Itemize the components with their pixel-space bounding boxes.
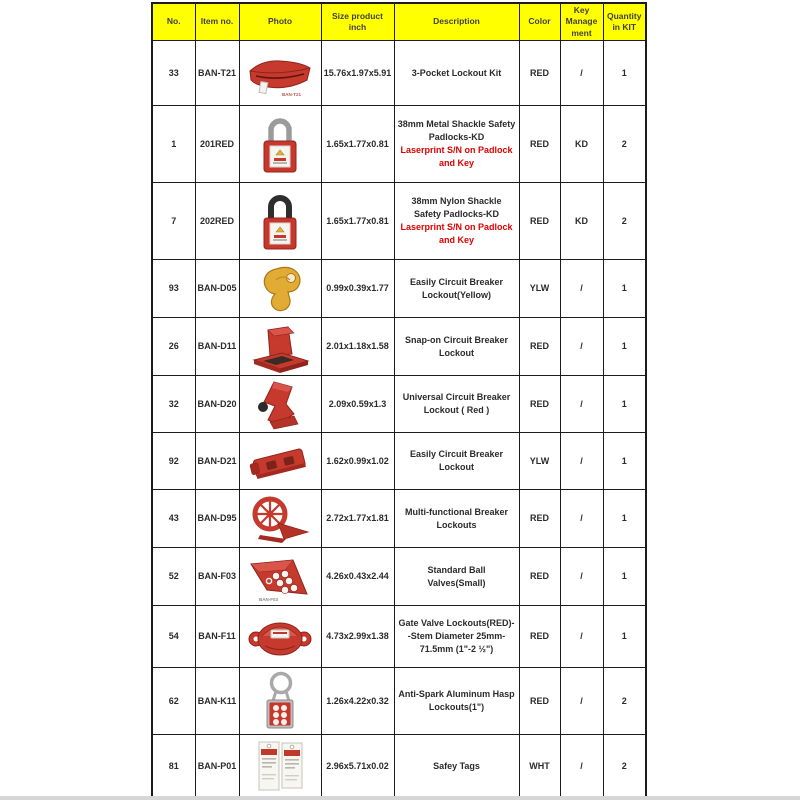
description-text: Snap-on Circuit Breaker Lockout xyxy=(404,334,509,358)
cell-description xyxy=(394,183,519,260)
page-bottom-edge xyxy=(0,796,800,800)
description-text: Anti-Spark Aluminum Hasp Lockouts(1") xyxy=(398,689,515,713)
cell-photo xyxy=(239,260,321,318)
cell-size: 2.01x1.18x1.58 xyxy=(321,318,394,376)
cell-size: 2.96x5.71x0.02 xyxy=(321,735,394,799)
table-row xyxy=(152,376,646,433)
cell-item-no: BAN-P01 xyxy=(195,735,239,799)
red-easily-breaker-lockout-icon xyxy=(246,436,314,486)
cell-qty: 1 xyxy=(603,433,646,490)
cell-color: YLW xyxy=(519,260,560,318)
header-item-no: Item no. xyxy=(195,3,239,41)
description-text: Universal Circuit Breaker Lockout ( Red ) xyxy=(402,392,511,416)
cell-color: RED xyxy=(519,668,560,735)
red-universal-breaker-lockout-icon xyxy=(248,378,312,430)
cell-color: RED xyxy=(519,376,560,433)
red-snap-on-breaker-lockout-icon xyxy=(246,320,314,374)
cell-key: / xyxy=(560,433,603,490)
header-key-management: Key Management xyxy=(560,3,603,41)
cell-photo xyxy=(239,183,321,260)
cell-no: 26 xyxy=(152,318,195,376)
cell-no: 32 xyxy=(152,376,195,433)
cell-photo xyxy=(239,41,321,106)
cell-no: 1 xyxy=(152,106,195,183)
red-padlock-metal-shackle-icon xyxy=(254,111,306,177)
cell-photo xyxy=(239,376,321,433)
cell-qty: 1 xyxy=(603,318,646,376)
table-row xyxy=(152,106,646,183)
cell-size: 1.65x1.77x0.81 xyxy=(321,183,394,260)
cell-no: 7 xyxy=(152,183,195,260)
table-header xyxy=(152,3,646,41)
description-text: 38mm Metal Shackle Safety Padlocks-KD xyxy=(397,119,516,143)
description-text: Easily Circuit Breaker Lockout xyxy=(409,449,504,473)
cell-item-no: BAN-T21 xyxy=(195,41,239,106)
description-text: 3-Pocket Lockout Kit xyxy=(411,67,502,78)
cell-color: RED xyxy=(519,318,560,376)
cell-no: 93 xyxy=(152,260,195,318)
cell-item-no: BAN-F03 xyxy=(195,548,239,606)
aluminum-hasp-lockout-icon xyxy=(253,670,307,732)
header-size: Size product inch xyxy=(321,3,394,41)
description-text: 38mm Nylon Shackle Safety Padlocks-KD xyxy=(411,196,502,220)
cell-description xyxy=(394,548,519,606)
table-row xyxy=(152,548,646,606)
cell-item-no: BAN-F11 xyxy=(195,606,239,668)
description-text: Safey Tags xyxy=(433,761,480,772)
cell-photo xyxy=(239,318,321,376)
cell-key: / xyxy=(560,668,603,735)
cell-description xyxy=(394,106,519,183)
cell-description xyxy=(394,668,519,735)
cell-key: / xyxy=(560,548,603,606)
cell-size: 4.73x2.99x1.38 xyxy=(321,606,394,668)
header-quantity: Quantity in KIT xyxy=(603,3,646,41)
yellow-hook-breaker-lockout-icon xyxy=(250,264,310,314)
red-ball-valve-lockout-icon xyxy=(245,550,315,604)
header-row xyxy=(152,3,646,41)
cell-qty: 2 xyxy=(603,668,646,735)
cell-item-no: BAN-D11 xyxy=(195,318,239,376)
cell-key: / xyxy=(560,490,603,548)
table-row xyxy=(152,735,646,799)
cell-size: 15.76x1.97x5.91 xyxy=(321,41,394,106)
table-row xyxy=(152,606,646,668)
table-row xyxy=(152,41,646,106)
cell-description xyxy=(394,260,519,318)
red-pouch-lockout-kit-icon xyxy=(244,45,316,101)
header-description: Description xyxy=(394,3,519,41)
cell-size: 2.09x0.59x1.3 xyxy=(321,376,394,433)
cell-no: 81 xyxy=(152,735,195,799)
cell-qty: 2 xyxy=(603,735,646,799)
cell-qty: 1 xyxy=(603,260,646,318)
svg-text:BAN-F03: BAN-F03 xyxy=(259,596,279,602)
cell-description xyxy=(394,433,519,490)
cell-photo xyxy=(239,668,321,735)
red-padlock-nylon-shackle-icon xyxy=(254,188,306,254)
cell-no: 54 xyxy=(152,606,195,668)
header-no: No. xyxy=(152,3,195,41)
cell-photo xyxy=(239,106,321,183)
cell-photo xyxy=(239,490,321,548)
table-row xyxy=(152,668,646,735)
description-red-note: Laserprint S/N on Padlock and Key xyxy=(400,222,513,246)
cell-description xyxy=(394,41,519,106)
cell-item-no: 202RED xyxy=(195,183,239,260)
cell-photo xyxy=(239,548,321,606)
cell-qty: 2 xyxy=(603,106,646,183)
table-row xyxy=(152,433,646,490)
cell-key: KD xyxy=(560,183,603,260)
cell-color: RED xyxy=(519,41,560,106)
cell-description xyxy=(394,318,519,376)
cell-no: 43 xyxy=(152,490,195,548)
cell-item-no: BAN-D95 xyxy=(195,490,239,548)
cell-no: 52 xyxy=(152,548,195,606)
table-row xyxy=(152,260,646,318)
cell-color: WHT xyxy=(519,735,560,799)
cell-key: / xyxy=(560,41,603,106)
cell-qty: 1 xyxy=(603,606,646,668)
cell-qty: 2 xyxy=(603,183,646,260)
cell-color: RED xyxy=(519,548,560,606)
cell-size: 2.72x1.77x1.81 xyxy=(321,490,394,548)
table-row xyxy=(152,183,646,260)
description-text: Easily Circuit Breaker Lockout(Yellow) xyxy=(409,276,504,300)
cell-qty: 1 xyxy=(603,41,646,106)
header-photo: Photo xyxy=(239,3,321,41)
description-text: Gate Valve Lockouts(RED)--Stem Diameter 25mm-71.5mm (1"-2 ½") xyxy=(398,618,515,655)
cell-color: RED xyxy=(519,490,560,548)
cell-color: RED xyxy=(519,183,560,260)
cell-size: 1.26x4.22x0.32 xyxy=(321,668,394,735)
cell-qty: 1 xyxy=(603,376,646,433)
description-text: Standard Ball Valves(Small) xyxy=(427,564,486,588)
cell-description xyxy=(394,735,519,799)
svg-text:BAN-T21: BAN-T21 xyxy=(282,92,302,98)
cell-color: RED xyxy=(519,106,560,183)
cell-key: / xyxy=(560,318,603,376)
cell-size: 1.65x1.77x0.81 xyxy=(321,106,394,183)
table-row xyxy=(152,318,646,376)
cell-photo xyxy=(239,735,321,799)
description-text: Multi-functional Breaker Lockouts xyxy=(404,506,508,530)
cell-size: 0.99x0.39x1.77 xyxy=(321,260,394,318)
cell-color: RED xyxy=(519,606,560,668)
cell-color: YLW xyxy=(519,433,560,490)
cell-key: / xyxy=(560,735,603,799)
cell-description xyxy=(394,376,519,433)
cell-key: / xyxy=(560,606,603,668)
header-color: Color xyxy=(519,3,560,41)
cell-photo xyxy=(239,433,321,490)
cell-no: 62 xyxy=(152,668,195,735)
cell-key: / xyxy=(560,376,603,433)
table-row xyxy=(152,490,646,548)
cell-item-no: BAN-D20 xyxy=(195,376,239,433)
cell-size: 1.62x0.99x1.02 xyxy=(321,433,394,490)
cell-qty: 1 xyxy=(603,548,646,606)
cell-item-no: BAN-D05 xyxy=(195,260,239,318)
cell-item-no: BAN-D21 xyxy=(195,433,239,490)
red-multifunctional-breaker-lockout-wheel-icon xyxy=(246,493,314,545)
cell-photo xyxy=(239,606,321,668)
cell-item-no: 201RED xyxy=(195,106,239,183)
cell-key: KD xyxy=(560,106,603,183)
white-safety-tags-icon xyxy=(249,738,311,796)
cell-description xyxy=(394,490,519,548)
cell-size: 4.26x0.43x2.44 xyxy=(321,548,394,606)
cell-no: 92 xyxy=(152,433,195,490)
cell-qty: 1 xyxy=(603,490,646,548)
description-red-note: Laserprint S/N on Padlock and Key xyxy=(400,145,513,169)
cell-description xyxy=(394,606,519,668)
cell-item-no: BAN-K11 xyxy=(195,668,239,735)
cell-key: / xyxy=(560,260,603,318)
cell-no: 33 xyxy=(152,41,195,106)
red-gate-valve-lockout-icon xyxy=(245,610,315,664)
product-spec-table xyxy=(151,2,647,800)
